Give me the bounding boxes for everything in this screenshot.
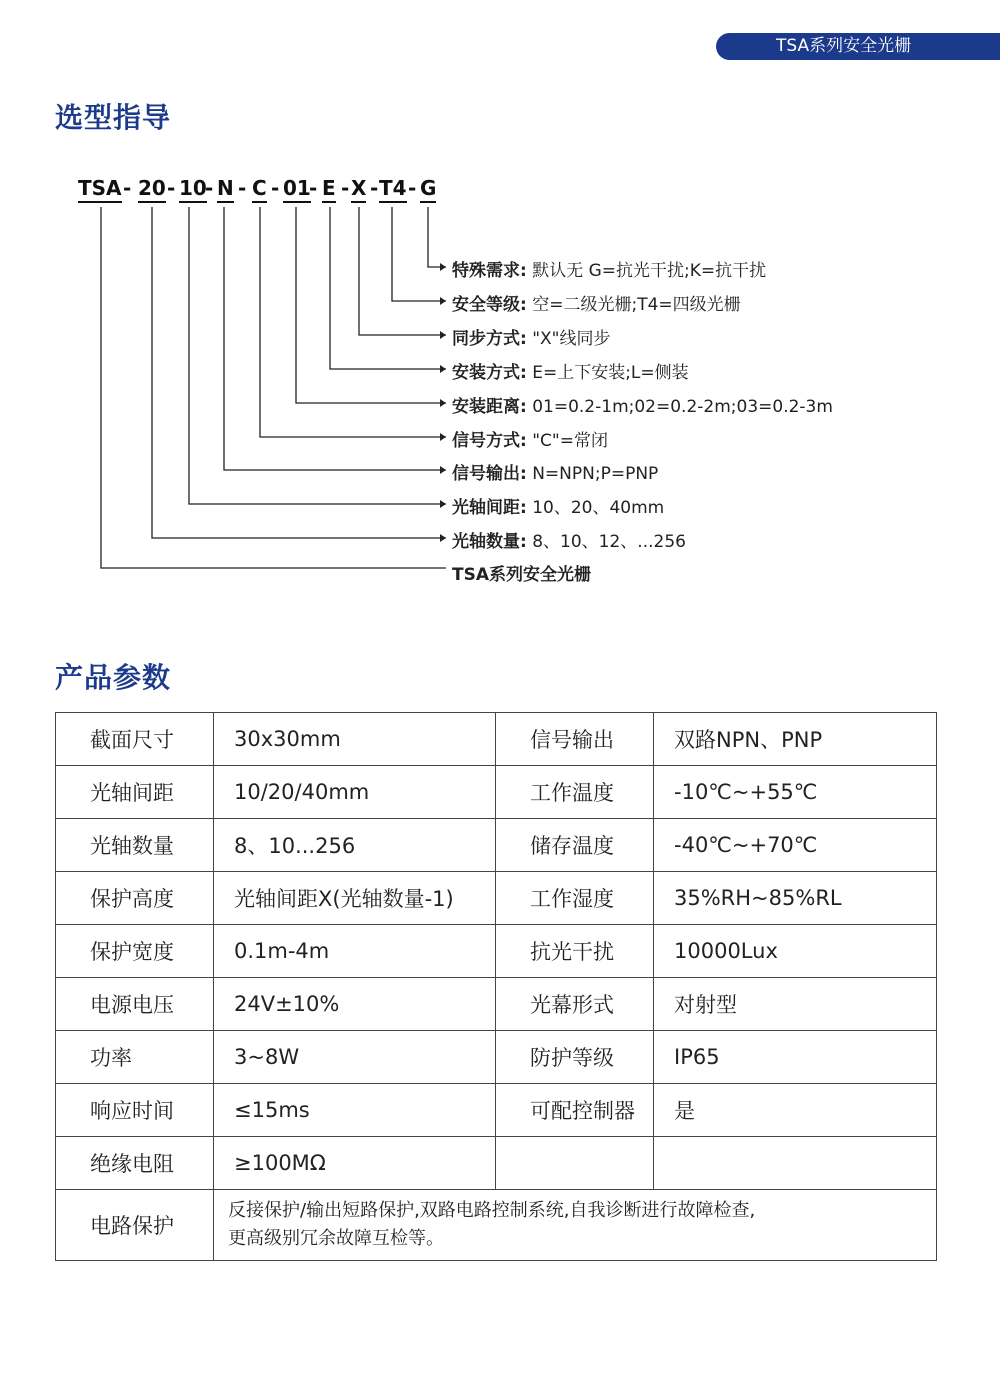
code-seg-special: G bbox=[420, 176, 436, 203]
option-value: "C"=常闭 bbox=[526, 431, 608, 451]
param-value: 0.1m-4m bbox=[214, 925, 496, 978]
param-name: 工作湿度 bbox=[496, 872, 654, 925]
option-output bbox=[452, 459, 658, 484]
code-dash: - bbox=[341, 176, 350, 200]
param-row bbox=[56, 978, 937, 1031]
option-label: 安装方式: bbox=[452, 363, 527, 383]
param-value-multiline bbox=[214, 1190, 937, 1261]
param-value: 30x30mm bbox=[214, 713, 496, 766]
param-value: 8、10...256 bbox=[214, 819, 496, 872]
param-name: 防护等级 bbox=[496, 1031, 654, 1084]
param-row bbox=[56, 1137, 937, 1190]
option-label: 特殊需求: bbox=[452, 261, 527, 281]
param-name: 电源电压 bbox=[56, 978, 214, 1031]
connector-g bbox=[428, 207, 446, 267]
connector-01 bbox=[296, 207, 446, 403]
product-params-title: 产品参数 bbox=[55, 661, 172, 694]
connector-tsa bbox=[101, 207, 446, 568]
option-label: TSA系列安全光栅 bbox=[452, 565, 591, 585]
param-value: ≤15ms bbox=[214, 1084, 496, 1137]
param-name: 保护宽度 bbox=[56, 925, 214, 978]
option-sync bbox=[452, 324, 611, 349]
param-name: 光轴间距 bbox=[56, 766, 214, 819]
param-name: 绝缘电阻 bbox=[56, 1137, 214, 1190]
code-dash: - bbox=[370, 176, 379, 200]
param-value: 3~8W bbox=[214, 1031, 496, 1084]
param-row bbox=[56, 872, 937, 925]
param-row bbox=[56, 713, 937, 766]
param-name: 信号输出 bbox=[496, 713, 654, 766]
option-special bbox=[452, 256, 766, 281]
param-name: 储存温度 bbox=[496, 819, 654, 872]
option-value: 01=0.2-1m;02=0.2-2m;03=0.2-3m bbox=[526, 397, 833, 417]
code-dash: - bbox=[309, 176, 318, 200]
connector-x bbox=[359, 207, 446, 335]
param-row bbox=[56, 766, 937, 819]
option-signal bbox=[452, 426, 608, 451]
param-value bbox=[654, 1137, 937, 1190]
option-value: 默认无 G=抗光干扰;K=抗干扰 bbox=[526, 261, 767, 281]
option-label: 信号输出: bbox=[452, 464, 527, 484]
param-value: ≥100MΩ bbox=[214, 1137, 496, 1190]
option-label: 信号方式: bbox=[452, 431, 527, 451]
option-axis-count bbox=[452, 527, 686, 552]
param-name: 工作温度 bbox=[496, 766, 654, 819]
param-value: 双路NPN、PNP bbox=[654, 713, 937, 766]
param-value: -40℃~+70℃ bbox=[654, 819, 937, 872]
option-label: 安全等级: bbox=[452, 295, 527, 315]
option-label: 光轴数量: bbox=[452, 532, 527, 552]
code-dash: - bbox=[123, 176, 132, 200]
param-value: 光轴间距X(光轴数量-1) bbox=[214, 872, 496, 925]
option-mount bbox=[452, 358, 689, 383]
param-name: 光幕形式 bbox=[496, 978, 654, 1031]
param-value: IP65 bbox=[654, 1031, 937, 1084]
param-row bbox=[56, 1084, 937, 1137]
param-row bbox=[56, 1031, 937, 1084]
param-name: 截面尺寸 bbox=[56, 713, 214, 766]
connector-t4 bbox=[392, 207, 446, 301]
option-label: 同步方式: bbox=[452, 329, 527, 349]
option-label: 光轴间距: bbox=[452, 498, 527, 518]
code-seg-output: N bbox=[217, 176, 234, 203]
code-dash: - bbox=[271, 176, 280, 200]
param-name: 可配控制器 bbox=[496, 1084, 654, 1137]
param-name: 响应时间 bbox=[56, 1084, 214, 1137]
param-row bbox=[56, 819, 937, 872]
option-series bbox=[452, 560, 591, 585]
option-value: 空=二级光栅;T4=四级光栅 bbox=[526, 295, 741, 315]
option-distance bbox=[452, 392, 833, 417]
param-name: 保护高度 bbox=[56, 872, 214, 925]
connector-n bbox=[224, 207, 446, 470]
code-dash: - bbox=[238, 176, 247, 200]
code-seg-tsa: TSA bbox=[78, 176, 122, 203]
param-value: 10000Lux bbox=[654, 925, 937, 978]
code-seg-distance: 01 bbox=[283, 176, 311, 203]
option-value: 8、10、12、...256 bbox=[526, 532, 686, 552]
code-seg-mount: E bbox=[322, 176, 336, 203]
series-header-tab: TSA系列安全光栅 bbox=[716, 33, 1000, 60]
selection-guide-title: 选型指导 bbox=[55, 101, 172, 134]
option-axis-pitch bbox=[452, 493, 664, 518]
option-value: E=上下安装;L=侧装 bbox=[526, 363, 689, 383]
param-name bbox=[496, 1137, 654, 1190]
param-value-line: 更高级别冗余故障互检等。 bbox=[228, 1228, 444, 1249]
param-name: 抗光干扰 bbox=[496, 925, 654, 978]
param-name: 光轴数量 bbox=[56, 819, 214, 872]
code-dash: - bbox=[408, 176, 417, 200]
param-name: 功率 bbox=[56, 1031, 214, 1084]
code-seg-axis-pitch: 10 bbox=[179, 176, 207, 203]
code-seg-sync: X bbox=[351, 176, 366, 203]
code-seg-signal: C bbox=[252, 176, 267, 203]
code-dash: - bbox=[167, 176, 176, 200]
param-value: 35%RH~85%RL bbox=[654, 872, 937, 925]
code-seg-safety: T4 bbox=[379, 176, 407, 203]
connector-20 bbox=[152, 207, 446, 538]
option-label: 安装距离: bbox=[452, 397, 527, 417]
option-value: N=NPN;P=PNP bbox=[526, 464, 659, 484]
connector-10 bbox=[189, 207, 446, 504]
option-value: 10、20、40mm bbox=[526, 498, 665, 518]
param-value: 对射型 bbox=[654, 978, 937, 1031]
param-value-line: 反接保护/输出短路保护,双路电路控制系统,自我诊断进行故障检查, bbox=[228, 1200, 756, 1221]
code-dash: - bbox=[205, 176, 214, 200]
param-row bbox=[56, 925, 937, 978]
param-value: 是 bbox=[654, 1084, 937, 1137]
param-value: 10/20/40mm bbox=[214, 766, 496, 819]
option-safety bbox=[452, 290, 741, 315]
param-value: 24V±10% bbox=[214, 978, 496, 1031]
code-seg-axis-count: 20 bbox=[138, 176, 166, 203]
option-value: "X"线同步 bbox=[526, 329, 611, 349]
param-name: 电路保护 bbox=[56, 1190, 214, 1261]
params-table bbox=[55, 712, 937, 1261]
param-value: -10℃~+55℃ bbox=[654, 766, 937, 819]
param-row-circuit-protection bbox=[56, 1190, 937, 1261]
